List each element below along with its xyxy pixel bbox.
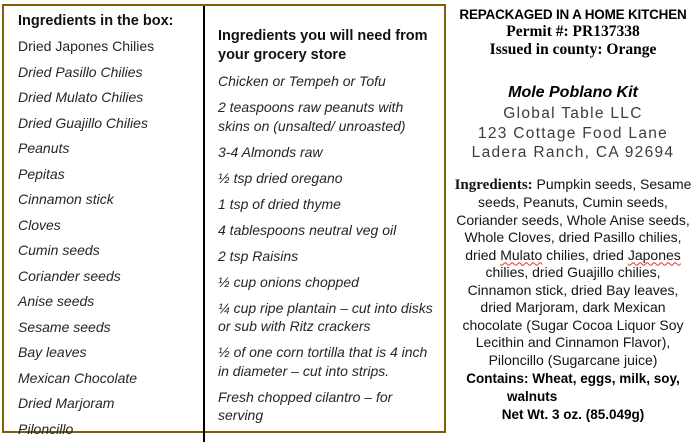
grocery-ingredient-item: ½ of one corn tortilla that is 4 inch in diameter – cut into strips. bbox=[218, 344, 428, 379]
company-address bbox=[453, 104, 693, 163]
address-line-1: 123 Cottage Food Lane bbox=[477, 124, 669, 142]
grocery-ingredient-item: ½ cup onions chopped bbox=[218, 273, 359, 290]
ingredients-statement: Pumpkin seeds, Sesame seeds, Peanuts, Cumin seeds, Coriander seeds, Whole Anise seeds, Whole Cloves, dried Pasillo chilies, dried Mulato chilies, dried Japones chilies, dried Guajillo chilies, Cinnamon stick, dried Bay leaves, dried Marjoram, dark Mexican chocolate (Sugar Cocoa Liquor Soy Lecithin and Cinnamon Flavor), Piloncillo (Sugarcane juice) bbox=[456, 175, 692, 368]
product-name: Mole Poblano Kit bbox=[508, 84, 638, 101]
box-ingredient-item: Piloncillo bbox=[18, 420, 74, 437]
grocery-ingredient-item: Chicken or Tempeh or Tofu bbox=[218, 73, 386, 89]
column-divider-extension bbox=[203, 431, 205, 442]
grocery-ingredient-item: 2 tsp Raisins bbox=[218, 247, 299, 264]
grocery-ingredient-item: Fresh chopped cilantro – for serving bbox=[218, 388, 393, 423]
box-ingredient-item: Cloves bbox=[18, 216, 61, 233]
box-ingredient-item: Cinnamon stick bbox=[18, 191, 114, 207]
company-name: Global Table LLC bbox=[503, 105, 643, 122]
repackaged-notice: REPACKAGED IN A HOME KITCHEN bbox=[459, 7, 687, 22]
box-ingredient-item: Pepitas bbox=[18, 165, 65, 182]
grocery-ingredient-item: 4 tablespoons neutral veg oil bbox=[218, 221, 397, 238]
grocery-ingredients-column bbox=[205, 6, 444, 431]
box-ingredient-item: Mexican Chocolate bbox=[18, 369, 138, 386]
product-label-panel bbox=[453, 6, 693, 424]
box-ingredient-item: Anise seeds bbox=[18, 293, 95, 309]
grocery-ingredient-item: ½ tsp dried oregano bbox=[218, 169, 343, 186]
grocery-ingredient-item: 2 teaspoons raw peanuts with skins on (unsalted/ unroasted) bbox=[218, 99, 406, 134]
allergen-statement-line-2: walnuts bbox=[507, 389, 558, 404]
allergen-statement-line-1: Contains: Wheat, eggs, milk, soy, bbox=[466, 371, 680, 386]
issued-county: Issued in county: Orange bbox=[489, 41, 657, 58]
grocery-ingredient-item: 3-4 Almonds raw bbox=[218, 143, 323, 160]
box-ingredient-item: Peanuts bbox=[18, 140, 70, 156]
label-ingredients-paragraph bbox=[453, 176, 693, 370]
grocery-ingredient-item: ¼ cup ripe plantain – cut into disks or sub with Ritz crackers bbox=[218, 299, 433, 334]
box-ingredient-item: Cumin seeds bbox=[18, 242, 100, 258]
grocery-ingredient-item: 1 tsp of dried thyme bbox=[218, 195, 341, 212]
box-ingredient-item: Coriander seeds bbox=[18, 267, 121, 284]
address-line-2: Ladera Ranch, CA 92694 bbox=[471, 144, 675, 161]
misspelled-word: Japones bbox=[627, 246, 681, 263]
ingredients-box-table bbox=[2, 4, 446, 437]
net-weight: Net Wt. 3 oz. (85.049g) bbox=[501, 407, 645, 422]
grocery-ingredients-list bbox=[218, 72, 436, 425]
box-ingredient-item: Bay leaves bbox=[18, 344, 87, 360]
box-ingredient-item: Dried Japones Chilies bbox=[18, 38, 155, 54]
box-ingredients-column bbox=[4, 6, 203, 437]
ingredients-label: Ingredients: bbox=[454, 176, 533, 193]
permit-number: Permit #: PR137338 bbox=[506, 23, 640, 40]
box-ingredients-header: Ingredients in the box: bbox=[18, 13, 174, 29]
box-ingredient-item: Dried Pasillo Chilies bbox=[18, 63, 143, 80]
box-ingredient-item: Dried Mulato Chilies bbox=[18, 89, 144, 105]
box-ingredient-item: Sesame seeds bbox=[18, 318, 111, 335]
box-ingredient-item: Dried Guajillo Chilies bbox=[18, 114, 148, 131]
box-ingredient-item: Dried Marjoram bbox=[18, 395, 115, 411]
box-ingredients-list bbox=[18, 39, 197, 437]
grocery-ingredients-header: Ingredients you will need from your grocery store bbox=[218, 28, 428, 63]
misspelled-word: Mulato bbox=[500, 246, 543, 263]
